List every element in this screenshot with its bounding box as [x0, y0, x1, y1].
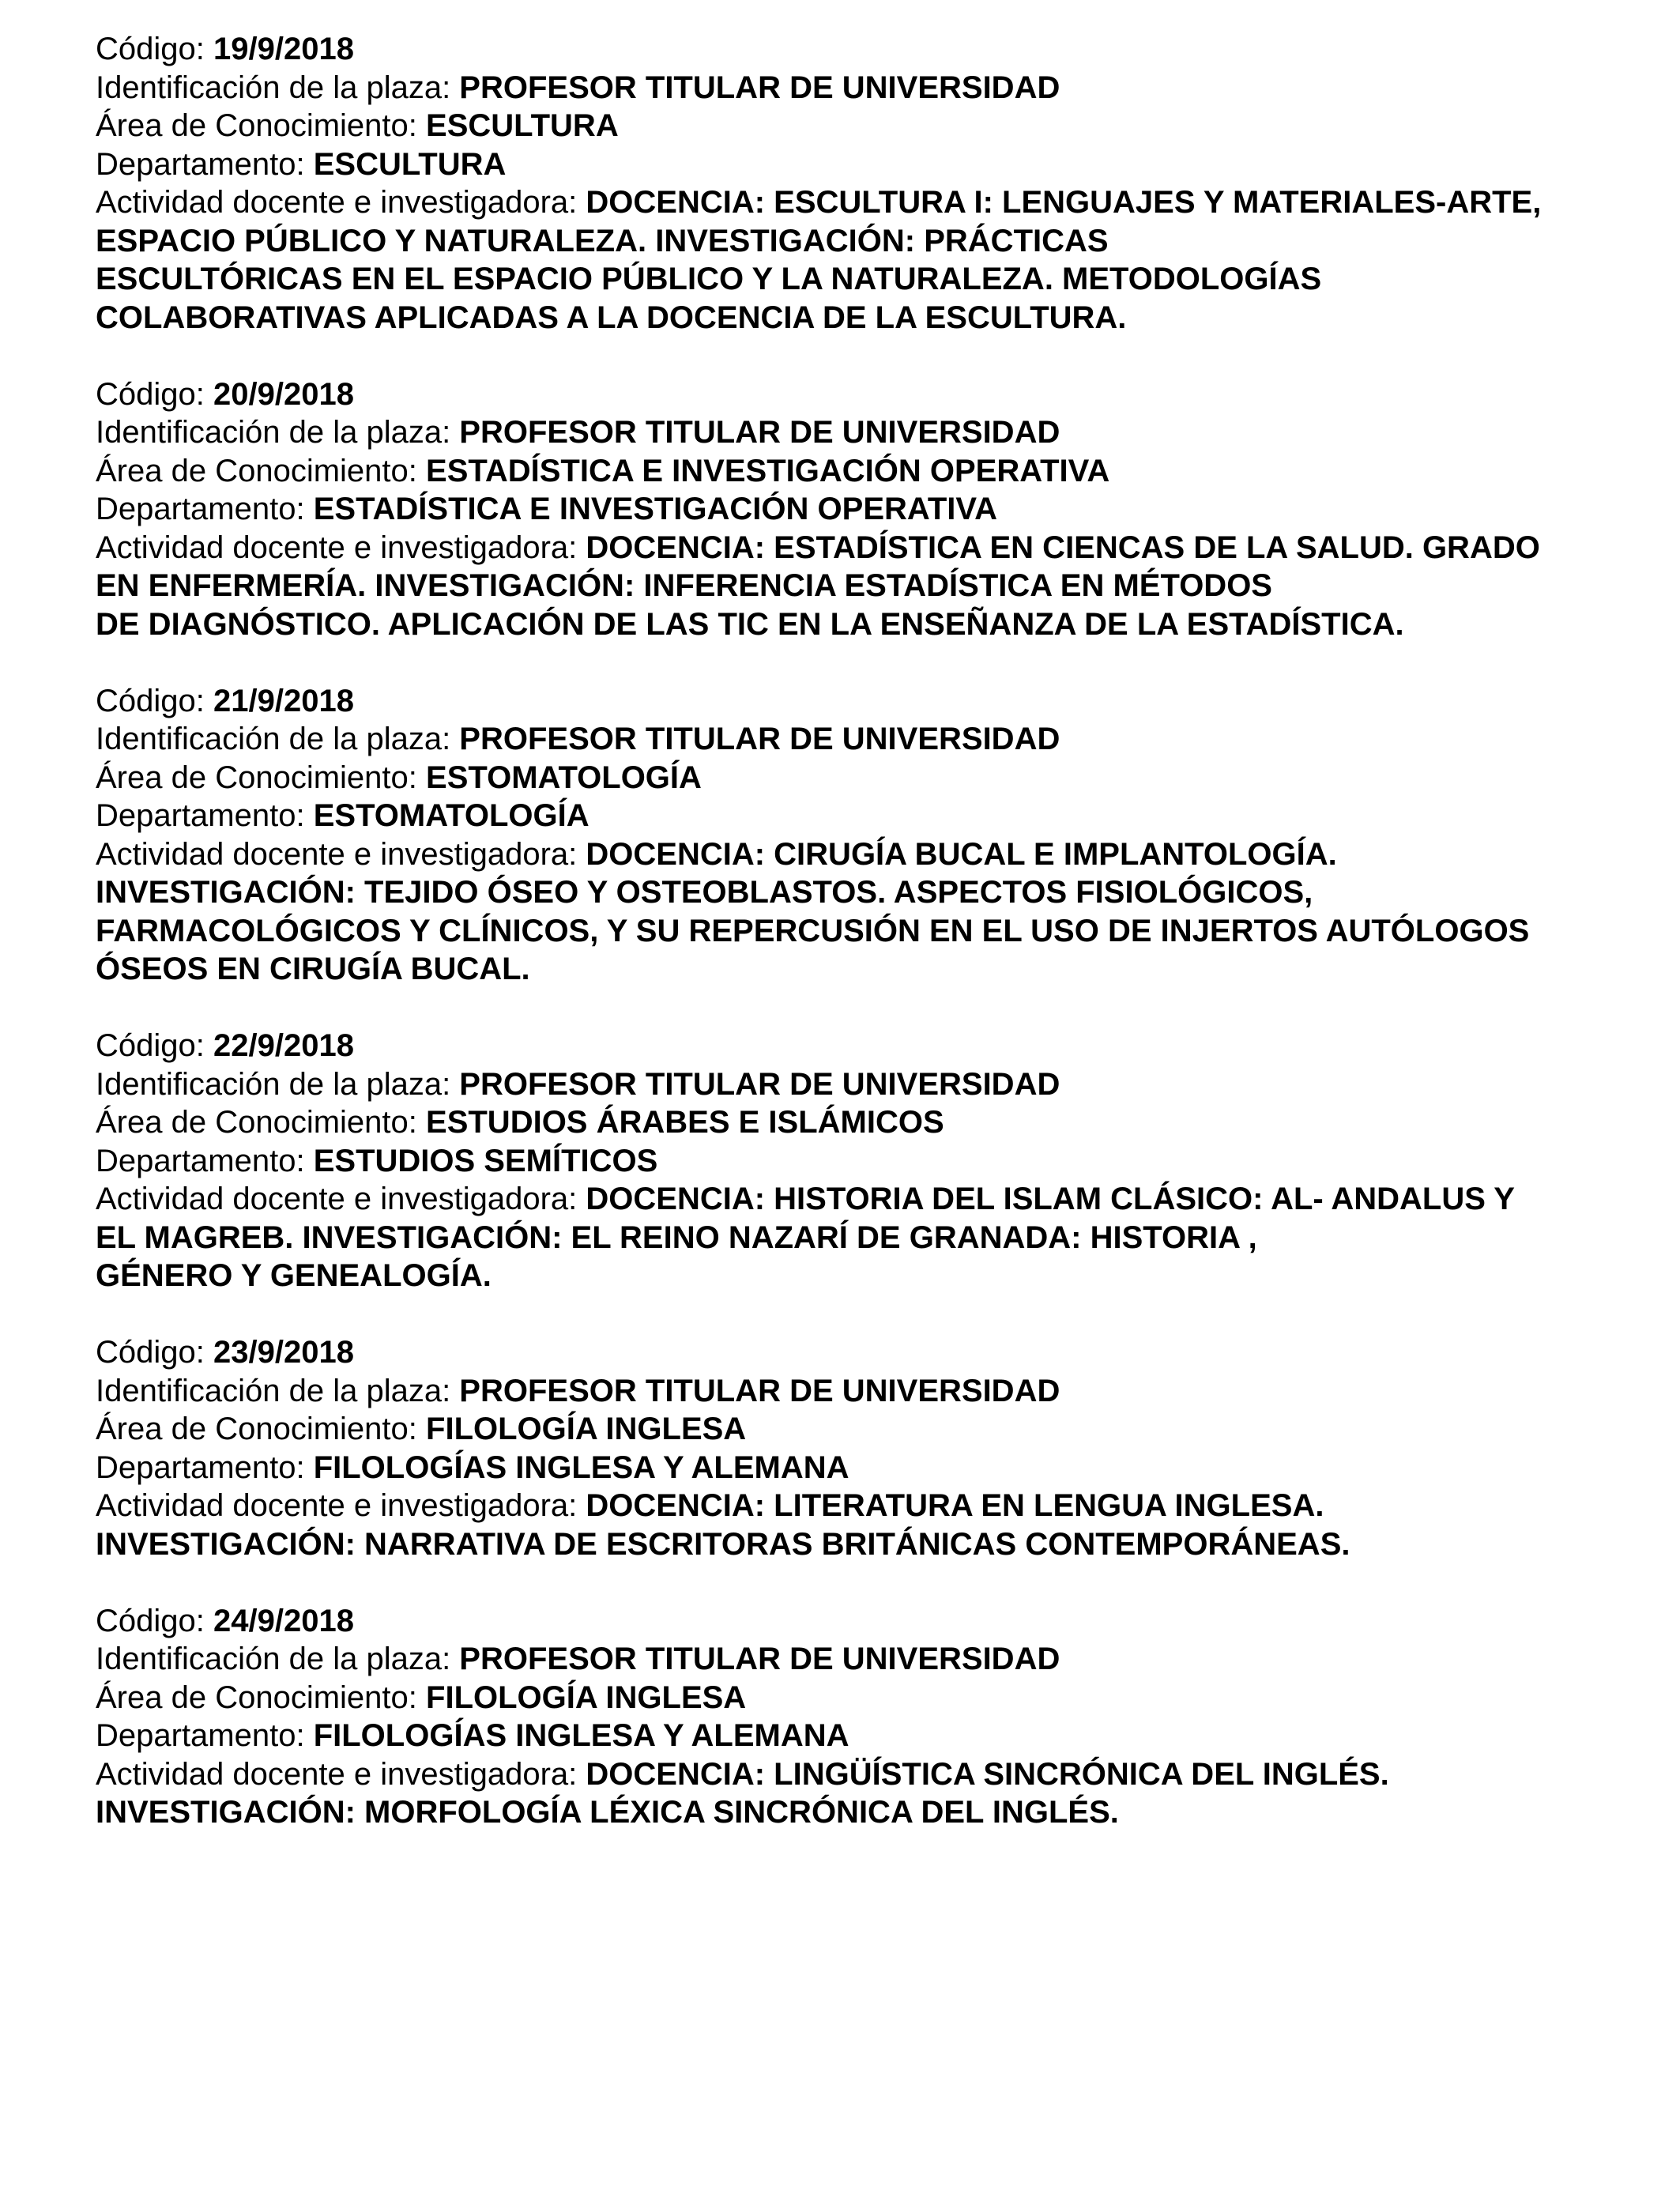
actividad-line	[96, 835, 1629, 874]
departamento-value: FILOLOGÍAS INGLESA Y ALEMANA	[313, 1718, 849, 1753]
codigo-line	[96, 1602, 1629, 1641]
area-label: Área de Conocimiento:	[96, 1412, 427, 1446]
codigo-label: Código:	[96, 1028, 213, 1063]
codigo-line	[96, 30, 1629, 69]
area-line	[96, 1679, 1629, 1717]
actividad-line	[96, 529, 1629, 567]
actividad-continuation: ÓSEOS EN CIRUGÍA BUCAL.	[96, 952, 530, 986]
departamento-value: ESTUDIOS SEMÍTICOS	[313, 1143, 658, 1178]
departamento-label: Departamento:	[96, 146, 314, 182]
area-label: Área de Conocimiento:	[96, 1105, 427, 1140]
actividad-line	[96, 1180, 1629, 1219]
departamento-line	[96, 490, 1629, 529]
actividad-value: DOCENCIA: LITERATURA EN LENGUA INGLESA.	[586, 1488, 1324, 1523]
area-value: ESTOMATOLOGÍA	[426, 760, 702, 795]
plaza-value: PROFESOR TITULAR DE UNIVERSIDAD	[459, 722, 1060, 756]
codigo-value: 19/9/2018	[213, 32, 354, 66]
area-value: FILOLOGÍA INGLESA	[426, 1679, 747, 1715]
plaza-label: Identificación de la plaza:	[96, 415, 460, 450]
plaza-label: Identificación de la plaza:	[96, 1373, 460, 1408]
plaza-entry	[96, 1027, 1629, 1295]
plaza-line	[96, 1065, 1629, 1104]
plaza-line	[96, 720, 1629, 759]
departamento-label: Departamento:	[96, 1449, 314, 1485]
actividad-continuation: INVESTIGACIÓN: MORFOLOGÍA LÉXICA SINCRÓNICA DEL INGLÉS.	[96, 1795, 1119, 1830]
area-value: FILOLOGÍA INGLESA	[426, 1412, 747, 1446]
actividad-continuation: ESPACIO PÚBLICO Y NATURALEZA. INVESTIGACIÓN: PRÁCTICAS	[96, 223, 1109, 258]
actividad-value: DOCENCIA: ESCULTURA I: LENGUAJES Y MATERIALES-ARTE,	[586, 185, 1542, 220]
area-label: Área de Conocimiento:	[96, 760, 427, 795]
actividad-label: Actividad docente e investigadora:	[96, 1756, 586, 1792]
document-page	[96, 30, 1629, 1870]
departamento-value: ESTADÍSTICA E INVESTIGACIÓN OPERATIVA	[313, 492, 997, 526]
departamento-label: Departamento:	[96, 1143, 314, 1178]
departamento-value: FILOLOGÍAS INGLESA Y ALEMANA	[313, 1449, 849, 1485]
departamento-value: ESTOMATOLOGÍA	[313, 798, 590, 833]
area-label: Área de Conocimiento:	[96, 1679, 427, 1715]
actividad-continuation: COLABORATIVAS APLICADAS A LA DOCENCIA DE LA ESCULTURA.	[96, 300, 1127, 335]
actividad-continuation: EN ENFERMERÍA. INVESTIGACIÓN: INFERENCIA ESTADÍSTICA EN MÉTODOS	[96, 568, 1272, 603]
plaza-value: PROFESOR TITULAR DE UNIVERSIDAD	[459, 415, 1060, 450]
plaza-label: Identificación de la plaza:	[96, 722, 460, 756]
plaza-line	[96, 1640, 1629, 1679]
actividad-value: DOCENCIA: HISTORIA DEL ISLAM CLÁSICO: AL- ANDALUS Y	[586, 1182, 1515, 1216]
codigo-label: Código:	[96, 1335, 213, 1370]
departamento-value: ESCULTURA	[313, 146, 507, 182]
departamento-label: Departamento:	[96, 798, 314, 833]
actividad-continuation: GÉNERO Y GENEALOGÍA.	[96, 1258, 492, 1293]
plaza-line	[96, 413, 1629, 452]
codigo-line	[96, 1027, 1629, 1065]
plaza-entry	[96, 682, 1629, 989]
codigo-label: Código:	[96, 376, 213, 412]
plaza-entry	[96, 1602, 1629, 1832]
actividad-continuation: DE DIAGNÓSTICO. APLICACIÓN DE LAS TIC EN LA ENSEÑANZA DE LA ESTADÍSTICA.	[96, 606, 1404, 642]
actividad-label: Actividad docente e investigadora:	[96, 185, 586, 220]
actividad-line	[96, 1755, 1629, 1794]
actividad-label: Actividad docente e investigadora:	[96, 530, 586, 565]
area-value: ESCULTURA	[426, 108, 619, 143]
actividad-continuation: ESCULTÓRICAS EN EL ESPACIO PÚBLICO Y LA NATURALEZA. METODOLOGÍAS	[96, 262, 1322, 296]
plaza-entry	[96, 1333, 1629, 1563]
codigo-label: Código:	[96, 1603, 213, 1638]
actividad-value: DOCENCIA: CIRUGÍA BUCAL E IMPLANTOLOGÍA.	[586, 836, 1337, 872]
departamento-label: Departamento:	[96, 1718, 314, 1753]
codigo-value: 24/9/2018	[213, 1603, 354, 1638]
actividad-label: Actividad docente e investigadora:	[96, 1488, 586, 1523]
departamento-line	[96, 145, 1629, 184]
plaza-value: PROFESOR TITULAR DE UNIVERSIDAD	[459, 1066, 1060, 1102]
departamento-line	[96, 1449, 1629, 1487]
area-value: ESTUDIOS ÁRABES E ISLÁMICOS	[426, 1105, 944, 1140]
actividad-label: Actividad docente e investigadora:	[96, 836, 586, 872]
plaza-value: PROFESOR TITULAR DE UNIVERSIDAD	[459, 1373, 1060, 1408]
codigo-line	[96, 682, 1629, 721]
codigo-value: 22/9/2018	[213, 1028, 354, 1063]
codigo-label: Código:	[96, 683, 213, 718]
actividad-line	[96, 183, 1629, 222]
plaza-value: PROFESOR TITULAR DE UNIVERSIDAD	[459, 1642, 1060, 1676]
actividad-continuation: FARMACOLÓGICOS Y CLÍNICOS, Y SU REPERCUSIÓN EN EL USO DE INJERTOS AUTÓLOGOS	[96, 913, 1530, 948]
codigo-value: 23/9/2018	[213, 1335, 354, 1370]
area-line	[96, 452, 1629, 491]
actividad-continuation: INVESTIGACIÓN: TEJIDO ÓSEO Y OSTEOBLASTOS. ASPECTOS FISIOLÓGICOS,	[96, 875, 1313, 910]
departamento-line	[96, 1717, 1629, 1755]
area-label: Área de Conocimiento:	[96, 453, 427, 488]
plaza-entry	[96, 30, 1629, 337]
actividad-value: DOCENCIA: ESTADÍSTICA EN CIENCAS DE LA SALUD. GRADO	[586, 530, 1540, 565]
codigo-line	[96, 1333, 1629, 1372]
plaza-line	[96, 69, 1629, 107]
codigo-value: 21/9/2018	[213, 683, 354, 718]
area-line	[96, 759, 1629, 797]
departamento-label: Departamento:	[96, 492, 314, 526]
codigo-line	[96, 375, 1629, 414]
area-label: Área de Conocimiento:	[96, 108, 427, 143]
actividad-label: Actividad docente e investigadora:	[96, 1182, 586, 1216]
area-line	[96, 107, 1629, 145]
departamento-line	[96, 797, 1629, 835]
area-value: ESTADÍSTICA E INVESTIGACIÓN OPERATIVA	[426, 453, 1110, 488]
codigo-value: 20/9/2018	[213, 376, 354, 412]
plaza-label: Identificación de la plaza:	[96, 1066, 460, 1102]
departamento-line	[96, 1142, 1629, 1181]
plaza-label: Identificación de la plaza:	[96, 70, 460, 105]
codigo-label: Código:	[96, 32, 213, 66]
plaza-label: Identificación de la plaza:	[96, 1642, 460, 1676]
actividad-value: DOCENCIA: LINGÜÍSTICA SINCRÓNICA DEL INGLÉS.	[586, 1756, 1389, 1792]
area-line	[96, 1410, 1629, 1449]
plaza-value: PROFESOR TITULAR DE UNIVERSIDAD	[459, 70, 1060, 105]
plaza-line	[96, 1372, 1629, 1411]
actividad-continuation: INVESTIGACIÓN: NARRATIVA DE ESCRITORAS BRITÁNICAS CONTEMPORÁNEAS.	[96, 1526, 1350, 1562]
actividad-line	[96, 1487, 1629, 1525]
actividad-continuation: EL MAGREB. INVESTIGACIÓN: EL REINO NAZARÍ DE GRANADA: HISTORIA ,	[96, 1220, 1257, 1255]
plaza-entry	[96, 375, 1629, 644]
area-line	[96, 1103, 1629, 1142]
